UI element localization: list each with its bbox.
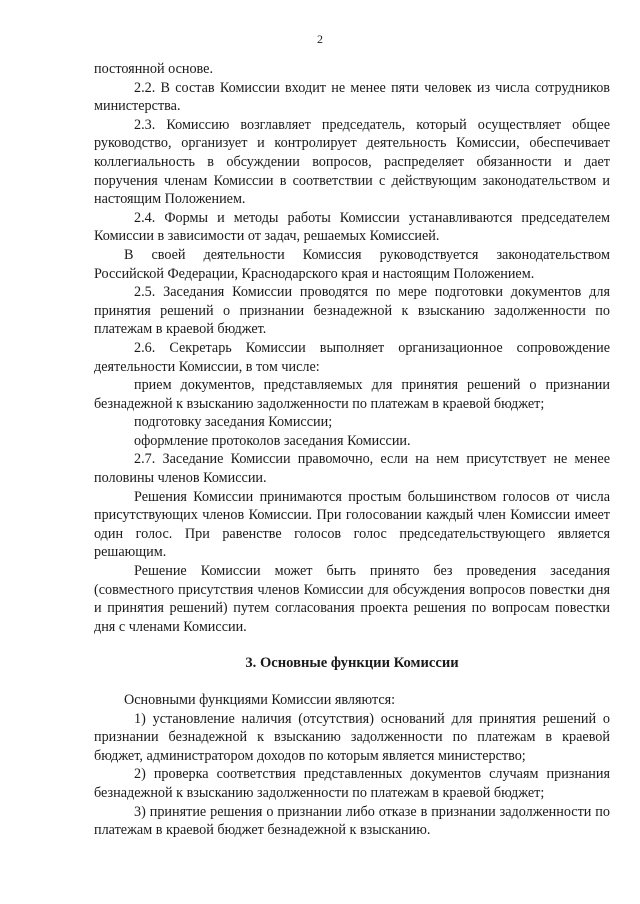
paragraph: 2) проверка соответствия представленных документов случаям признания безнадежной к взысканию задолженности по платежам в краевой бюджет; — [94, 766, 610, 801]
paragraph: оформление протоколов заседания Комиссии. — [134, 432, 411, 449]
paragraph: Решения Комиссии принимаются простым большинством голосов от числа присутствующих членов Комиссии. При голосовании каждый член Комиссии имеет один голос. При равенстве голосов голос председательствующего является решающим. — [94, 488, 610, 561]
paragraph: Решение Комиссии может быть принято без проведения заседания (совместного присутствия членов Комиссии для обсуждения вопросов повестки дня и принятия решений) путем согласования проекта решения по вопросам повестки дня с членами Комиссии. — [94, 563, 610, 635]
paragraph: 3) принятие решения о признании либо отказе в признании задолженности по платежам в краевой бюджет безнадежной к взысканию. — [94, 803, 610, 839]
paragraph: прием документов, представляемых для принятия решений о признании безнадежной к взысканию задолженности по платежам в краевой бюджет; — [94, 377, 610, 412]
section-title: 3. Основные функции Комиссии — [245, 655, 459, 672]
section-3-body — [94, 691, 610, 840]
paragraph: 2.7. Заседание Комиссии правомочно, если на нем присутствует не менее половины членов Комиссии. — [94, 451, 610, 487]
page-number: 2 — [317, 32, 323, 46]
document-body — [94, 60, 610, 840]
paragraph: подготовку заседания Комиссии; — [134, 414, 333, 431]
section-2-continuation — [94, 60, 610, 636]
paragraph: постоянной основе. — [94, 61, 214, 77]
paragraph: 2.6. Секретарь Комиссии выполняет организационное сопровождение деятельности Комиссии, в том числе: — [94, 339, 610, 375]
paragraph: Основными функциями Комиссии являются: — [124, 692, 396, 708]
paragraph: В своей деятельности Комиссия руководствуется законодательством Российской Федерации, Краснодарского края и настоящим Положением. — [94, 246, 610, 282]
paragraph: 2.5. Заседания Комиссии проводятся по мере подготовки документов для принятия решений о признании безнадежной к взысканию задолженности по платежам в краевой бюджет. — [94, 284, 610, 338]
paragraph: 2.3. Комиссию возглавляет председатель, который осуществляет общее руководство, организует и контролирует деятельность Комиссии, обеспечивает коллегиальность в обсуждении вопросов, распределяет обязанности и дает поручения членам Комиссии в соответствии с действующим законодательством и настоящим Положением. — [94, 116, 610, 208]
paragraph: 2.4. Формы и методы работы Комиссии устанавливаются председателем Комиссии в зависимости от задач, решаемых Комиссией. — [94, 209, 610, 245]
paragraph: 1) установление наличия (отсутствия) оснований для принятия решений о признании безнадежной к взысканию задолженности по платежам в краевой бюджет, администратором доходов по которым является министерство; — [94, 710, 610, 764]
paragraph: 2.2. В состав Комиссии входит не менее пяти человек из числа сотрудников министерства. — [94, 79, 610, 115]
